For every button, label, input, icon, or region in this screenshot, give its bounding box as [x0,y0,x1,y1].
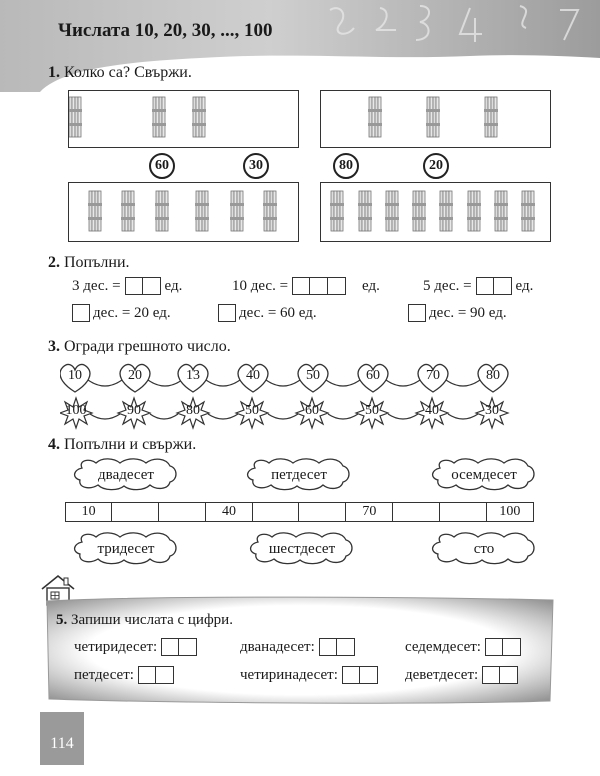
task5-item [240,666,382,684]
task5-item [74,638,201,656]
cloud-word[interactable]: сто [473,541,495,557]
star-number[interactable]: 50 [245,403,259,418]
task1-prompt: Колко са? Свържи. [64,64,192,81]
answer-boxes-2[interactable] [161,638,197,656]
cloud-word[interactable]: двадесет [98,467,154,483]
task5-item [74,666,178,684]
bundles-2 [69,91,297,146]
page-title: Числата 10, 20, 30, ..., 100 [58,20,273,41]
task2-prompt: Попълни. [64,254,130,271]
task2-label: дес. = 60 ед. [239,304,317,321]
answer-boxes-2[interactable] [342,666,378,684]
star-number[interactable]: 60 [305,403,319,418]
answer-boxes-2[interactable] [485,638,521,656]
page-number: 114 [40,712,84,765]
cloud-word[interactable]: тридесет [97,541,155,557]
heart-number[interactable]: 13 [186,368,200,383]
heart-numbers [60,368,550,388]
task2-item-5 [218,304,317,322]
task2-unit: ед. [164,277,183,294]
answer-box[interactable] [408,304,426,322]
task5-label: дванадесет: [240,638,315,655]
number-circle-80[interactable]: 80 [333,153,359,179]
cloud-word[interactable]: осемдесет [451,467,517,483]
star-number[interactable]: 50 [365,403,379,418]
task5-label: петдесет: [74,666,134,683]
task2-label: 3 дес. = [72,277,121,294]
task1-number: 1. [48,64,60,81]
task2-item-6 [408,304,507,322]
number-line-cell: 100 [486,502,534,522]
number-line-cell[interactable] [439,502,487,522]
task2-label: дес. = 90 ед. [429,304,507,321]
task4-prompt: Попълни и свържи. [64,436,197,453]
task2-unit: ед. [515,277,534,294]
task2-item-1 [72,277,182,295]
bundle-panel-bottom-left [68,182,299,242]
star-number[interactable]: 80 [186,403,200,418]
number-line-cell[interactable] [298,502,346,522]
number-line-cell[interactable] [392,502,440,522]
number-line-cell: 40 [205,502,253,522]
task3-number: 3. [48,338,60,355]
cloud-word[interactable]: петдесет [271,467,327,483]
heart-number[interactable]: 10 [68,368,82,383]
answer-box[interactable] [72,304,90,322]
task5-item [405,666,522,684]
answer-boxes-2[interactable] [125,277,161,295]
number-line-cell[interactable] [111,502,159,522]
answer-boxes-2[interactable] [476,277,512,295]
star-number[interactable]: 40 [425,403,439,418]
answer-boxes-3[interactable] [292,277,346,295]
task3-prompt: Огради грешното число. [64,338,231,355]
answer-boxes-2[interactable] [482,666,518,684]
star-number[interactable]: 100 [65,403,87,418]
bundles-3 [321,91,549,146]
number-line-cell[interactable] [158,502,206,522]
cloud-word[interactable]: шестдесет [268,541,336,557]
answer-box[interactable] [218,304,236,322]
heart-number[interactable]: 80 [486,368,500,383]
task5-label: четиридесет: [74,638,158,655]
heart-number[interactable]: 40 [246,368,260,383]
number-circle-30[interactable]: 30 [243,153,269,179]
task5-label: четиринадесет: [240,666,338,683]
task3-heading [48,338,231,356]
task5-item [240,638,359,656]
heart-number[interactable]: 20 [128,368,142,383]
task1-heading [48,64,192,82]
number-circle-60[interactable]: 60 [149,153,175,179]
answer-boxes-2[interactable] [138,666,174,684]
task2-unit: ед. [362,277,380,294]
task4-heading [48,436,196,454]
bundle-panel-top-right [320,90,551,148]
bundles-6 [69,183,297,240]
number-line-cell: 10 [65,502,113,522]
star-numbers [61,403,551,423]
task2-heading [48,254,130,272]
task2-number: 2. [48,254,60,271]
bundle-panel-bottom-right [320,182,551,242]
heart-number[interactable]: 70 [426,368,440,383]
task2-item-2 [232,277,380,295]
number-line-cell: 70 [345,502,393,522]
task5-label: седемдесет: [405,638,481,655]
bundles-8 [321,183,549,240]
heart-number[interactable]: 50 [306,368,320,383]
task5-prompt: Запиши числата с цифри. [71,612,233,628]
answer-boxes-2[interactable] [319,638,355,656]
task2-item-4 [72,304,171,322]
task5-number: 5. [56,612,68,628]
star-number[interactable]: 30 [485,403,499,418]
heart-number[interactable]: 60 [366,368,380,383]
task2-label: дес. = 20 ед. [93,304,171,321]
star-number[interactable]: 90 [127,403,141,418]
task5-heading [56,612,233,629]
bundle-panel-top-left [68,90,299,148]
task2-label: 10 дес. = [232,277,289,294]
task5-label: деветдесет: [405,666,479,683]
number-line [66,502,534,522]
task5-item [405,638,525,656]
task4-number: 4. [48,436,60,453]
number-circle-20[interactable]: 20 [423,153,449,179]
task2-item-3 [423,277,533,295]
task2-label: 5 дес. = [423,277,472,294]
number-line-cell[interactable] [252,502,300,522]
